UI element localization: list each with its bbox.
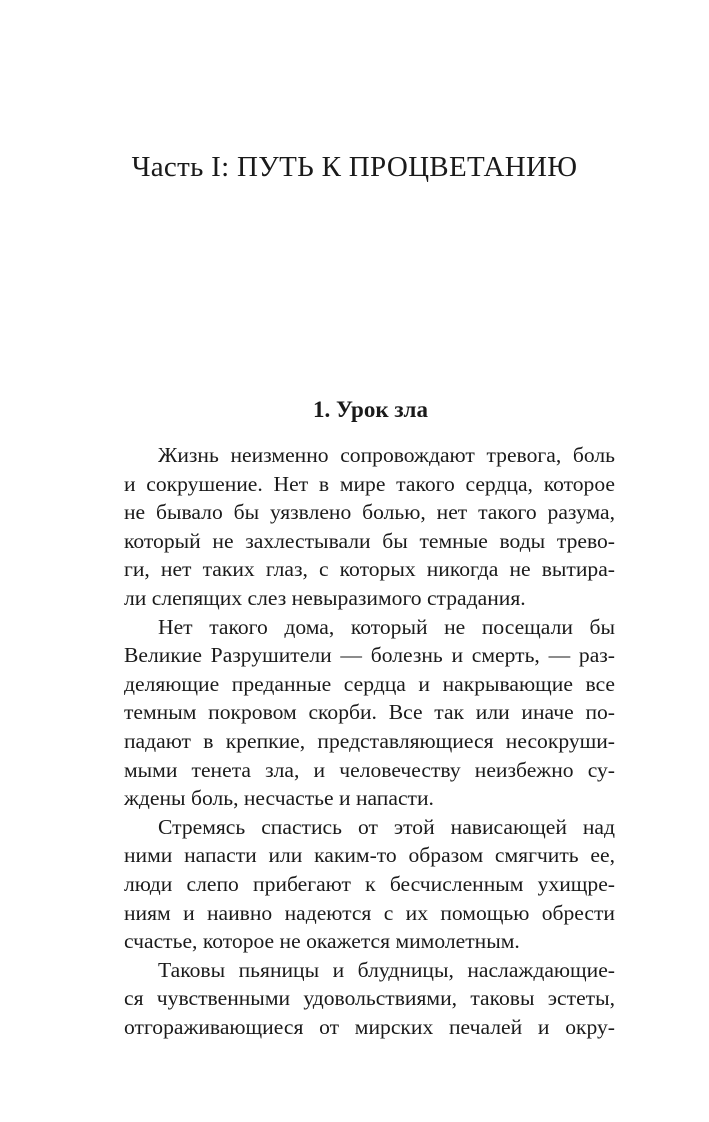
- text-line: счастье, которое не окажется мимолетным.: [124, 929, 520, 954]
- paragraph: [124, 956, 615, 1042]
- text-line: и сокрушение. Нет в мире такого сердца, которое: [124, 471, 615, 496]
- text-line: ли слепящих слез невыразимого страдания.: [124, 585, 526, 610]
- text-line: Таковы пьяницы и блудницы, наслаждающие-: [158, 957, 615, 982]
- paragraph: [124, 613, 615, 813]
- text-line: деляющие преданные сердца и накрывающие все: [124, 671, 615, 696]
- text-line: ниям и наивно надеются с их помощью обрести: [124, 900, 615, 925]
- text-line: мыми тенета зла, и человечеству неизбежно су-: [124, 757, 615, 782]
- body-text: [124, 441, 615, 1041]
- text-line: падают в крепкие, представляющиеся несокруши-: [124, 728, 615, 753]
- text-line: отгораживающиеся от мирских печалей и окру-: [124, 1014, 615, 1039]
- paragraph: [124, 441, 615, 613]
- text-line: который не захлестывали бы темные воды трево-: [124, 528, 615, 553]
- text-line: Великие Разрушители — болезнь и смерть, — раз-: [124, 643, 615, 668]
- text-line: ждены боль, несчастье и напасти.: [124, 786, 434, 811]
- text-line: не бывало бы уязвлено болью, нет такого разума,: [124, 500, 615, 525]
- text-line: Стремясь спастись от этой нависающей над: [158, 814, 615, 839]
- text-line: люди слепо прибегают к бесчисленным ухищре-: [124, 871, 615, 896]
- text-line: ся чувственными удовольствиями, таковы эстеты,: [124, 986, 615, 1011]
- chapter-title: 1. Урок зла: [313, 397, 428, 422]
- text-line: Нет такого дома, который не посещали бы: [158, 614, 615, 639]
- text-line: ги, нет таких глаз, с которых никогда не вытира-: [124, 557, 615, 582]
- part-title: Часть I: ПУТЬ К ПРОЦВЕТАНИЮ: [131, 151, 578, 183]
- text-line: ними напасти или каким-то образом смягчить ее,: [124, 843, 615, 868]
- text-line: Жизнь неизменно сопровождают тревога, боль: [158, 443, 615, 467]
- text-line: темным покровом скорби. Все так или иначе по-: [124, 700, 615, 725]
- paragraph: [124, 813, 615, 956]
